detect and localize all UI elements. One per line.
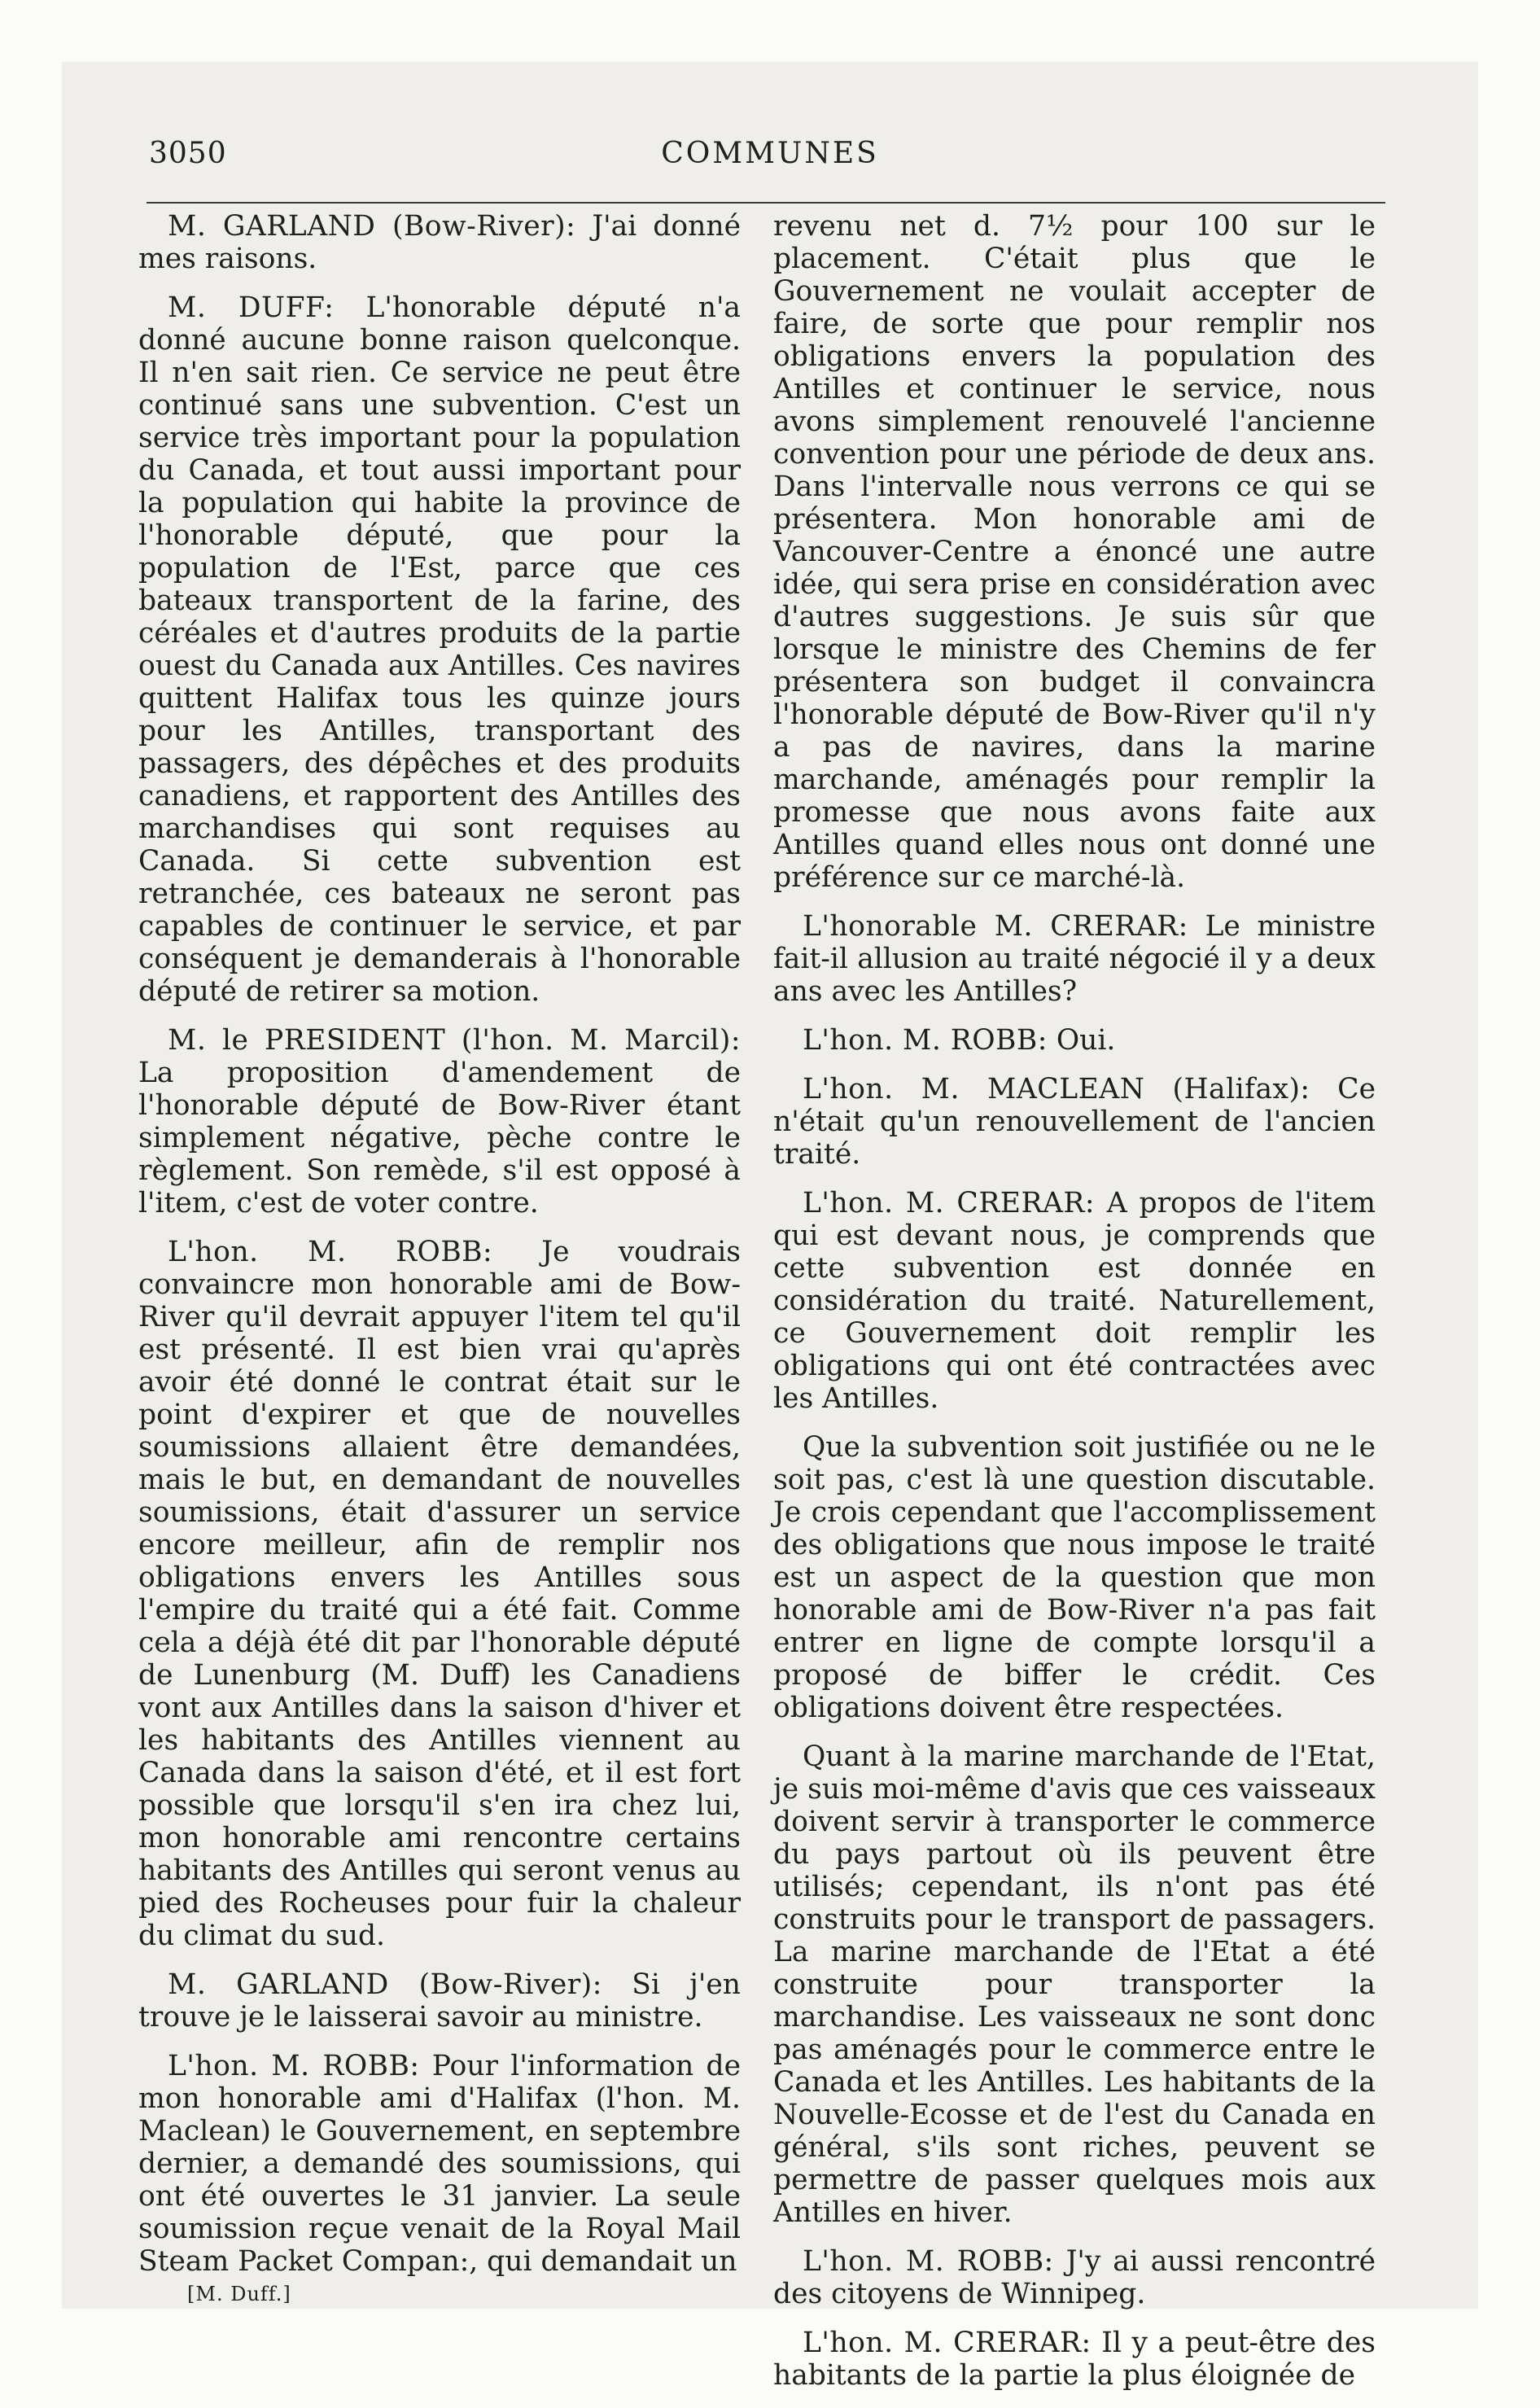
speaker-name: L'hon. M. CRERAR: xyxy=(803,1187,1095,1219)
speech-text: Ce n'était qu'un renouvellement de l'ancien traité. xyxy=(773,1073,1376,1171)
speech-text: Que la subvention soit justifiée ou ne le soit pas, c'est là une question discutable. Je crois cependant que l'accomplissement des obligations que nous impose le traité est un aspect de la question que mon honorable ami de Bow-River n'a pas fait entrer en ligne de compte lorsqu'il a proposé de biffer le crédit. Ces obligations doivent être respectées. xyxy=(773,1431,1376,1724)
speech-text: Le ministre fait-il allusion au traité négocié il y a deux ans avec les Antilles? xyxy=(773,910,1376,1008)
paragraph xyxy=(773,1073,1376,1171)
paragraph xyxy=(773,1024,1376,1057)
paragraph xyxy=(773,1740,1376,2229)
paragraph xyxy=(138,291,741,1008)
paragraph xyxy=(773,1187,1376,1415)
paragraph xyxy=(773,910,1376,1008)
speech-text: La proposition d'amendement de l'honorable député de Bow-River étant simplement négative, pèche contre le règlement. Son remède, s'il est opposé à l'item, c'est de voter contre. xyxy=(138,1057,741,1219)
speech-text: J'ai donné mes raisons. xyxy=(138,210,741,275)
paragraph xyxy=(138,1236,741,1952)
speaker-name: L'hon. M. ROBB: xyxy=(168,1236,493,1268)
speech-text: Pour l'information de mon honorable ami d'Halifax (l'hon. M. Maclean) le Gouvernement, en septembre dernier, a demandé des soumissions, qui ont été ouvertes le 31 janvier. La seule soumission reçue venait de la Royal Mail Steam Packet Compan:, qui demandait un xyxy=(138,2050,742,2278)
header-rule xyxy=(147,202,1385,204)
left-column xyxy=(138,210,741,2294)
paragraph xyxy=(138,1968,741,2034)
speaker-name: L'hon. M. ROBB: xyxy=(168,2050,420,2082)
speech-text: Oui. xyxy=(1056,1024,1116,1057)
paragraph xyxy=(138,210,741,275)
paragraph xyxy=(138,1024,741,1219)
speaker-name: L'hon. M. ROBB: xyxy=(803,1024,1048,1057)
speech-text: J'y ai aussi rencontré des citoyens de Winnipeg. xyxy=(773,2245,1376,2310)
speaker-name: M. GARLAND (Bow-River): xyxy=(168,210,576,243)
speaker-name: L'hon. M. CRERAR: xyxy=(803,2327,1092,2359)
speech-text: Il y a peut-être des habitants de la partie la plus éloignée de xyxy=(773,2327,1376,2392)
speaker-name: L'honorable M. CRERAR: xyxy=(803,910,1188,943)
paragraph xyxy=(773,1431,1376,1724)
speech-text: Si j'en trouve je le laisserai savoir au ministre. xyxy=(138,1968,742,2034)
footer-note: [M. Duff.] xyxy=(187,2283,291,2305)
paragraph xyxy=(773,2327,1376,2392)
speech-text: revenu net d. 7½ pour 100 sur le placement. C'était plus que le Gouvernement ne voulait accepter de faire, de sorte que pour remplir nos obligations envers la population des Antilles et continuer le service, nous avons simplement renouvelé l'ancienne convention pour une période de deux ans. Dans l'intervalle nous verrons ce qui se présentera. Mon honorable ami de Vancouver-Centre a énoncé une autre idée, qui sera prise en considération avec d'autres suggestions. Je suis sûr que lorsque le ministre des Chemins de fer présentera son budget il convaincra l'honorable député de Bow-River qu'il n'y a pas de navires, dans la marine marchande, aménagés pour remplir la promesse que nous avons faite aux Antilles quand elles nous ont donné une préférence sur ce marché-là. xyxy=(773,210,1376,894)
speaker-name: M. DUFF: xyxy=(168,291,335,324)
paragraph xyxy=(773,2245,1376,2310)
speaker-name: L'hon. M. MACLEAN (Halifax): xyxy=(803,1073,1310,1105)
page-number: 3050 xyxy=(149,137,227,170)
speech-text: Je voudrais convaincre mon honorable ami de Bow-River qu'il devrait appuyer l'item tel qu'il est présenté. Il est bien vrai qu'après avoir été donné le contrat était sur le point d'expirer et que de nouvelles soumissions allaient être demandées, mais le but, en demandant de nouvelles soumissions, était d'assurer un service encore meilleur, afin de remplir nos obligations envers les Antilles sous l'empire du traité qui a été fait. Comme cela a déjà été dit par l'honorable député de Lunenburg (M. Duff) les Canadiens vont aux Antilles dans la saison d'hiver et les habitants des Antilles viennent au Canada dans la saison d'été, et il est fort possible que lorsqu'il s'en ira chez lui, mon honorable ami rencontre certains habitants des Antilles qui seront venus au pied des Rocheuses pour fuir la chaleur du climat du sud. xyxy=(138,1236,741,1952)
running-head: COMMUNES xyxy=(661,137,879,170)
speech-text: L'honorable député n'a donné aucune bonne raison quelconque. Il n'en sait rien. Ce service ne peut être continué sans une subvention. C'est un service très important pour la population du Canada, et tout aussi important pour la population qui habite la province de l'honorable député, que pour la population de l'Est, parce que ces bateaux transportent de la farine, des céréales et d'autres produits de la partie ouest du Canada aux Antilles. Ces navires quittent Halifax tous les quinze jours pour les Antilles, transportant des passagers, des dépêches et des produits canadiens, et rapportent des Antilles des marchandises qui sont requises au Canada. Si cette subvention est retranchée, ces bateaux ne seront pas capables de continuer le service, et par conséquent je demanderais à l'honorable député de retirer sa motion. xyxy=(138,291,741,1008)
paragraph xyxy=(773,210,1376,894)
speech-text: Quant à la marine marchande de l'Etat, je suis moi-même d'avis que ces vaisseaux doivent servir à transporter le commerce du pays partout où ils peuvent être utilisés; cependant, ils n'ont pas été construits pour le transport de passagers. La marine marchande de l'Etat a été construite pour transporter la marchandise. Les vaisseaux ne sont donc pas aménagés pour le commerce entre le Canada et les Antilles. Les habitants de la Nouvelle-Ecosse et de l'est du Canada en général, s'ils sont riches, peuvent se permettre de passer quelques mois aux Antilles en hiver. xyxy=(773,1740,1376,2229)
paragraph xyxy=(138,2050,741,2278)
speaker-name: M. GARLAND (Bow-River): xyxy=(168,1968,602,2001)
speaker-name: L'hon. M. ROBB: xyxy=(803,2245,1054,2278)
speaker-name: M. le PRESIDENT (l'hon. M. Marcil): xyxy=(168,1024,741,1057)
speech-text: A propos de l'item qui est devant nous, je comprends que cette subvention est donnée en considération du traité. Naturellement, ce Gouvernement doit remplir les obligations qui ont été contractées avec les Antilles. xyxy=(773,1187,1376,1415)
right-column xyxy=(773,210,1376,2408)
